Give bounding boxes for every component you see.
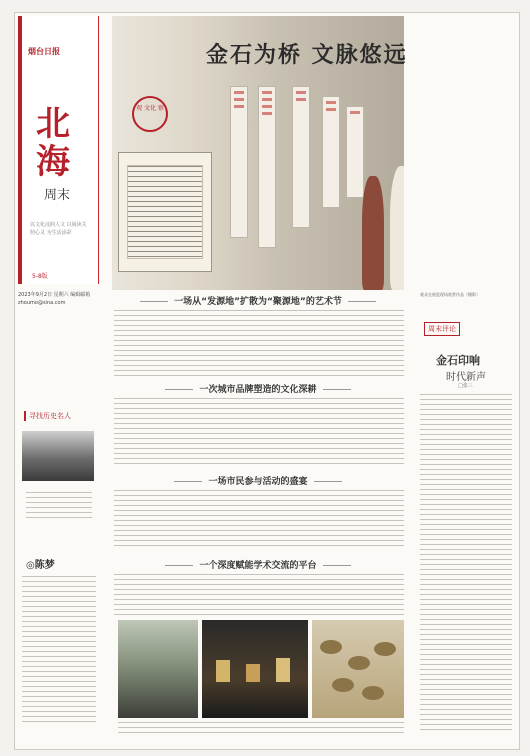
impression-disc [374,642,396,656]
photo-seals-display [202,620,308,718]
calligraphy-panel [292,86,310,228]
hero-caption: 观众在展览现场欣赏作品（摄影） [420,292,480,297]
seal-object [246,664,260,682]
left-column [18,16,98,744]
left-article-text [22,576,96,726]
intro-scroll-box [118,152,212,272]
left-photo-caption-text [26,492,92,522]
right-column-subtitle: 时代新声 [446,372,486,383]
impression-disc [362,686,384,700]
left-section-photo [22,431,94,481]
article-text [114,398,404,468]
visitor-figure [362,176,384,290]
masthead-stripe [18,16,22,284]
masthead-slogan: 以文化浸润人文 以阅读关照心灵 为生活添彩 [30,222,87,236]
article-text [114,574,404,616]
subhead-3: 一场市民参与活动的盛宴 [112,474,404,487]
calligraphy-panel [230,86,248,238]
calligraphy-panel [322,96,340,208]
subhead-4: 一个深度赋能学术交流的平台 [112,558,404,571]
photo-captions [118,722,404,736]
left-article-title: ◎陈梦 [26,560,55,571]
right-column-text [420,394,512,734]
column-seal: 观 文化 察 [132,96,168,132]
impression-disc [348,656,370,670]
calligraphy-panel [258,86,276,248]
photo-crowd [118,620,198,718]
edition-label: 5-8版 [32,273,48,280]
main-headline: 金石为桥 文脉悠远 [206,42,408,68]
left-section-tag: 寻找历史名人 [24,411,71,421]
right-column-tag: 周末评论 [424,322,460,336]
seal-object [216,660,230,682]
issue-contact: 2023年9月2日 星期六 编辑邮箱 zhoumo@sina.com [18,292,91,306]
right-column-title: 金石印响 [436,354,480,367]
photo-seal-impressions [312,620,404,718]
newspaper-logo: 烟台日报 [28,47,60,56]
right-column-author: □张三 [458,383,473,389]
impression-disc [332,678,354,692]
subhead-2: 一次城市品牌塑造的文化深耕 [112,382,404,395]
masthead [18,16,99,284]
seal-object [276,658,290,682]
masthead-title-line1: 北 [36,104,70,144]
article-text [114,310,404,378]
visitor-figure [390,166,404,290]
impression-disc [320,640,342,654]
article-text [114,490,404,550]
intro-text [127,165,203,259]
subhead-1: 一场从“发源地”扩散为“聚源地”的艺术节 [112,294,404,307]
masthead-title-line2: 海 [36,142,70,182]
masthead-weekend: 周末 [44,188,71,203]
calligraphy-panel [346,106,364,198]
